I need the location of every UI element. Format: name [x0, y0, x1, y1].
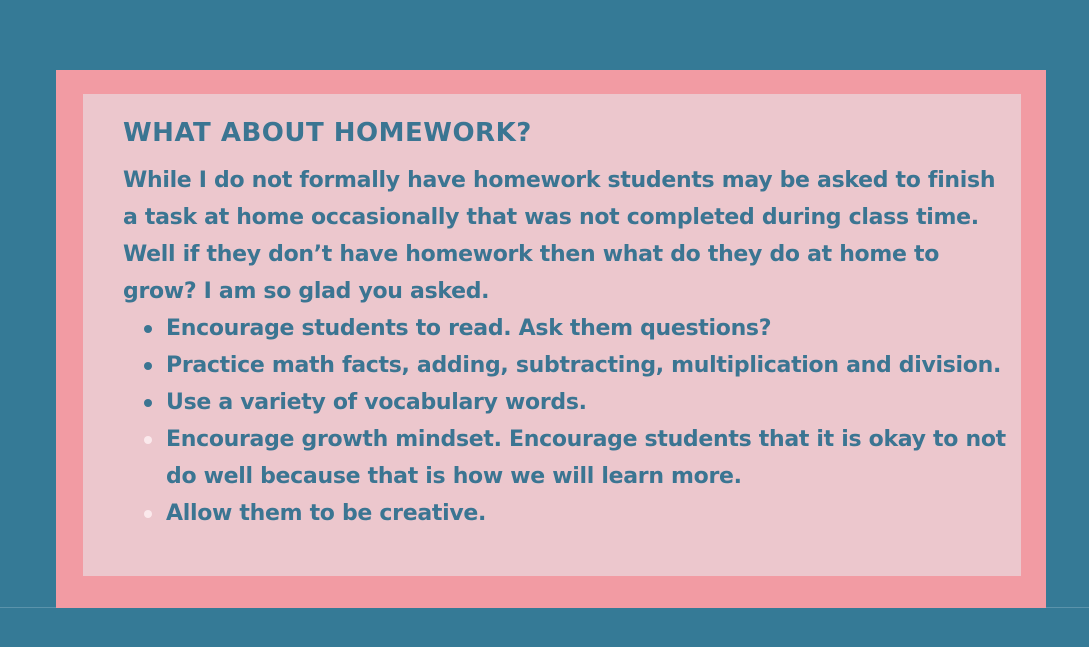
list-item [166, 495, 1013, 532]
slide-content [123, 116, 1013, 532]
list-item [166, 310, 1013, 347]
list-item [166, 421, 1013, 495]
slide-title: WHAT ABOUT HOMEWORK? [123, 118, 532, 148]
list-item-text: Encourage students to read. Ask them questions? [166, 316, 772, 341]
bullet-icon [144, 510, 152, 518]
list-item-text: Practice math facts, adding, subtracting, multiplication and division. [166, 353, 1002, 378]
list-item-text: Use a variety of vocabulary words. [166, 390, 587, 415]
bullet-icon [144, 436, 152, 444]
bullet-icon [144, 399, 152, 407]
tips-list [123, 310, 1013, 532]
question-paragraph: Well if they don’t have homework then what do they do at home to grow? I am so glad you asked. [123, 242, 940, 304]
list-item [166, 384, 1013, 421]
list-item-text: Encourage growth mindset. Encourage students that it is okay to not do well because that is how we will learn more. [166, 427, 1006, 489]
list-item [166, 347, 1013, 384]
slide-card [83, 94, 1021, 576]
list-item-text: Allow them to be creative. [166, 501, 487, 526]
slide-frame [56, 70, 1046, 608]
bullet-icon [144, 362, 152, 370]
bullet-icon [144, 325, 152, 333]
intro-paragraph: While I do not formally have homework students may be asked to finish a task at home occasionally that was not completed during class time. [123, 168, 996, 230]
